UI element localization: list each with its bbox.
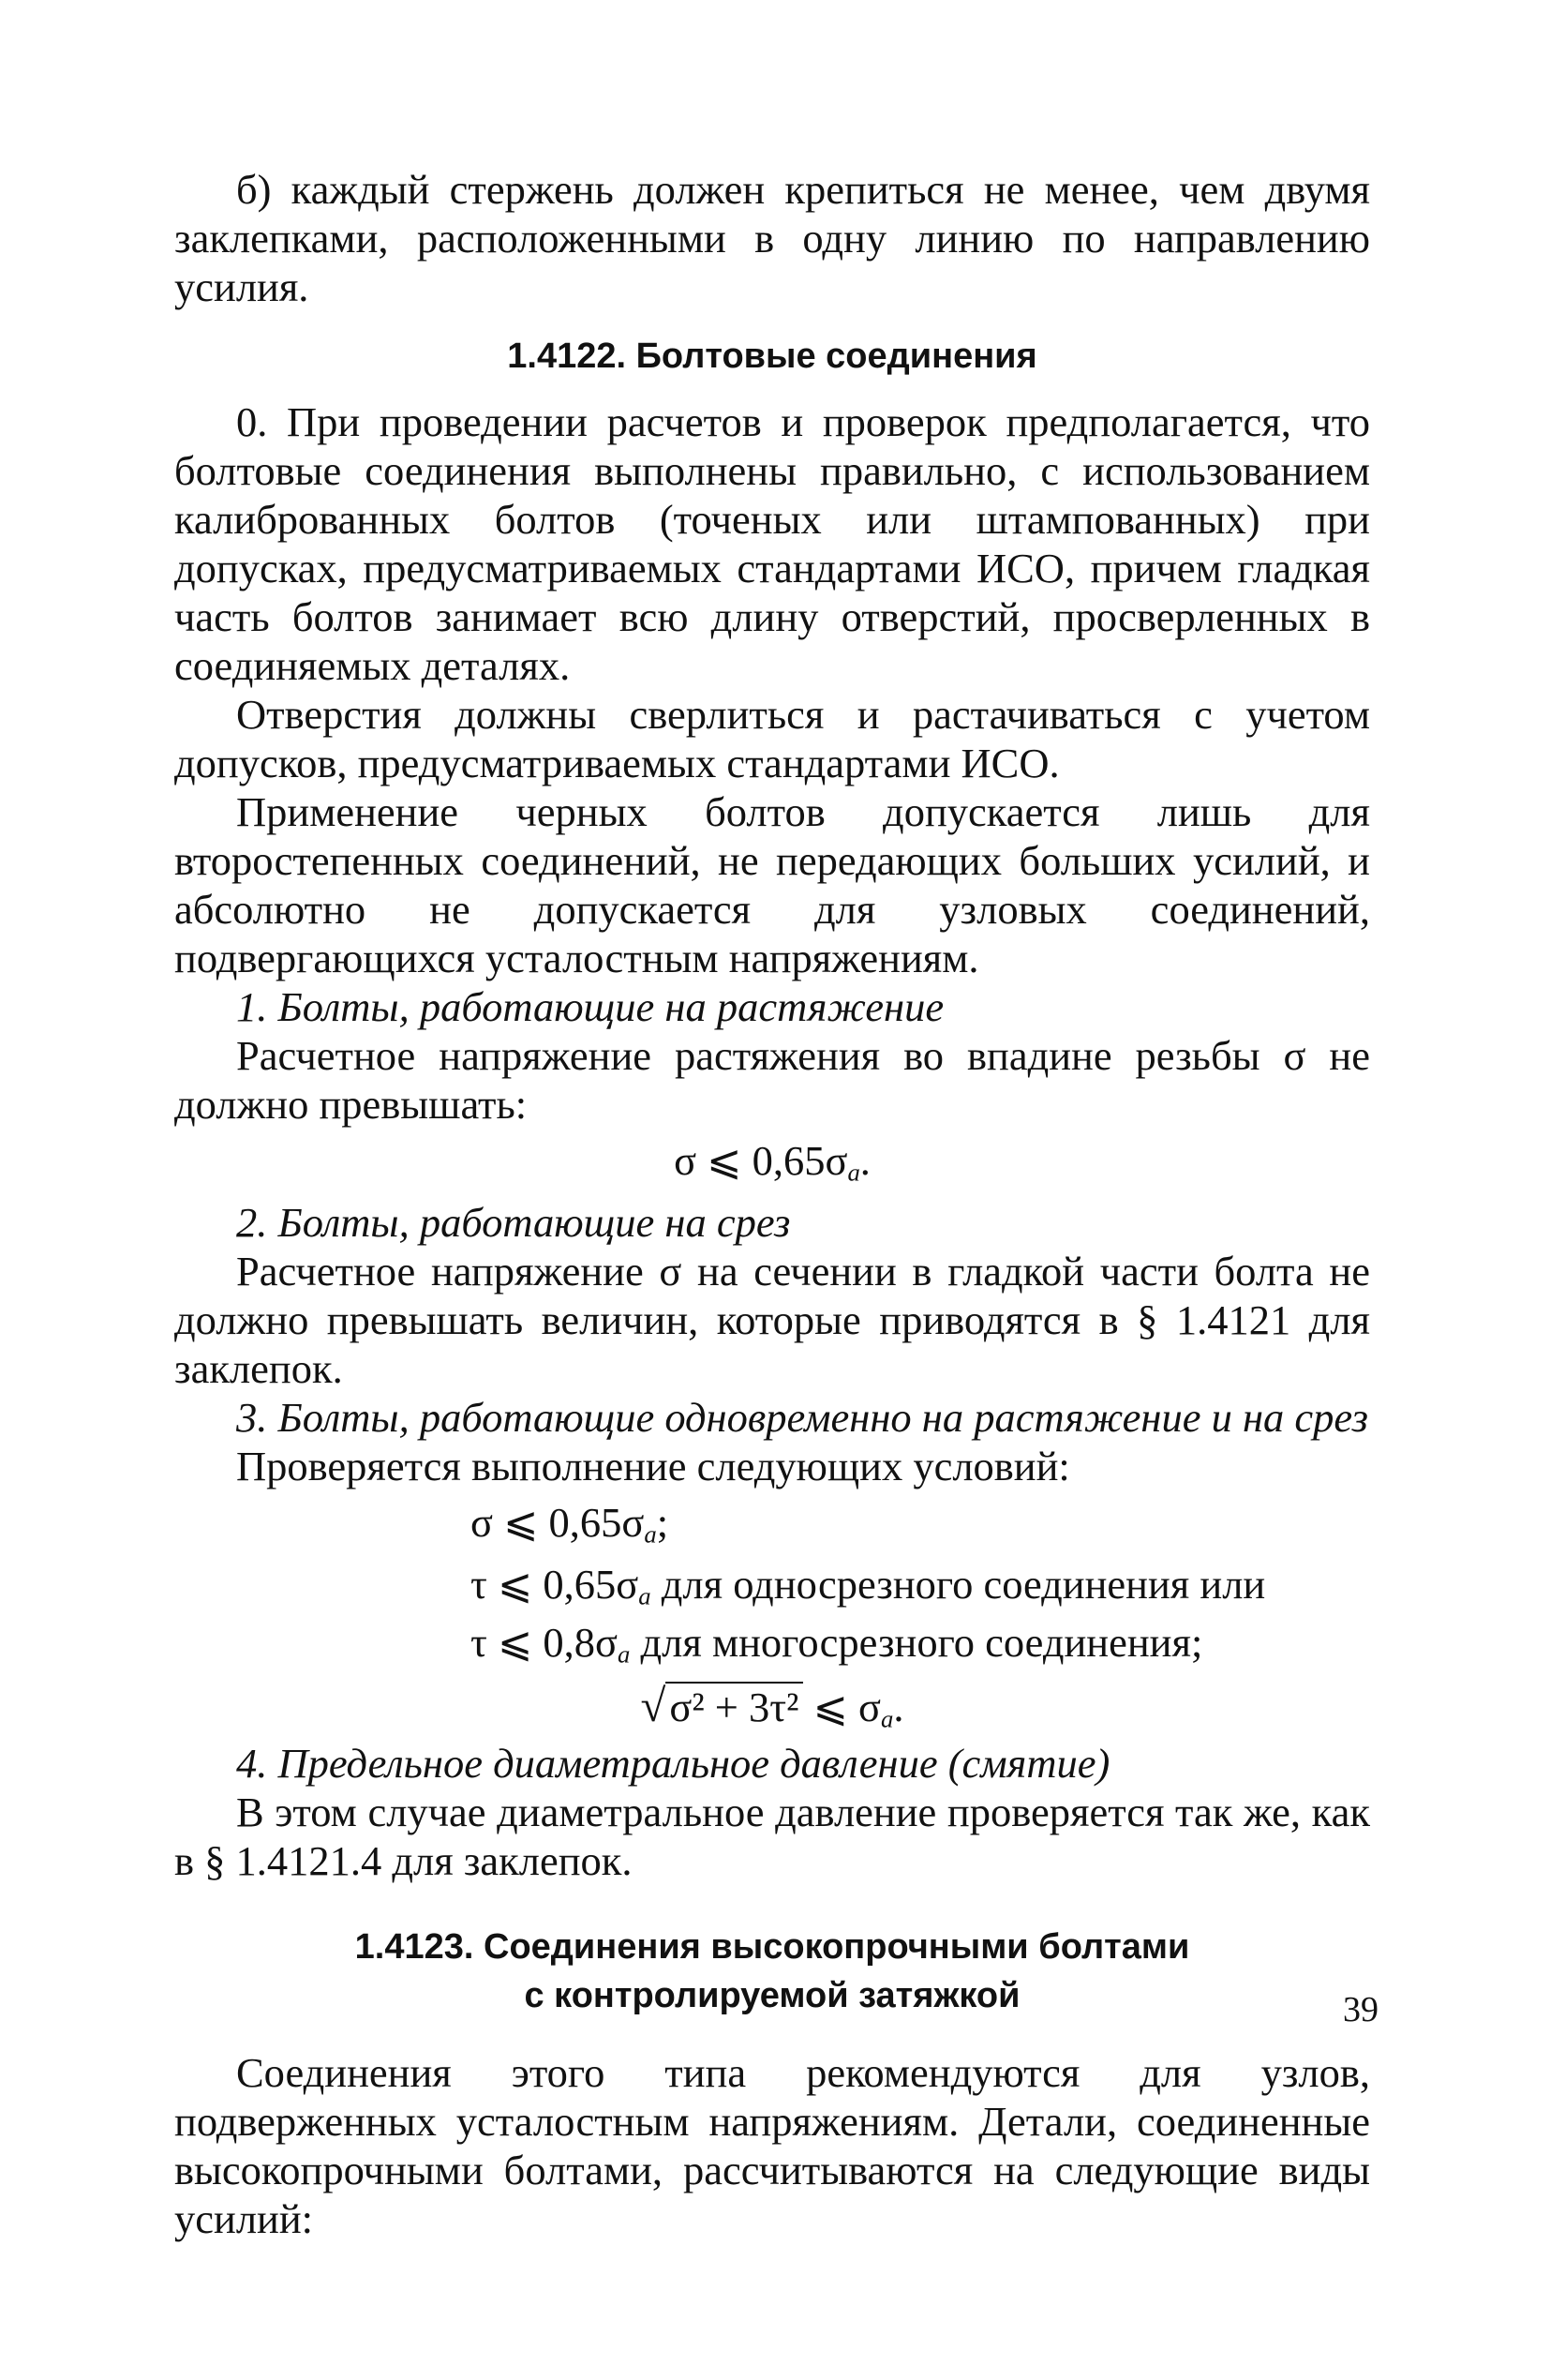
paragraph-bearing: В этом случае диаметральное давление проверяется так же, как в § 1.4121.4 для заклепок. [174,1789,1370,1884]
subheading-bearing: 4. Предельное диаметральное давление (смятие) [236,1740,1110,1787]
paragraph-b: б) каждый стержень должен крепиться не менее, чем двумя заклепками, расположенными в одну линию по направлению усилия. [174,166,1370,310]
section-heading-1-4123-line1: 1.4123. Соединения высокопрочными болтами [354,1927,1190,1967]
square-root: √σ² + 3τ² [640,1682,802,1731]
paragraph-shear: Расчетное напряжение σ на сечении в гладкой части болта не должно превышать величин, которые приводятся в § 1.4121 для заклепок. [174,1248,1370,1392]
condition-combined-sqrt: √σ² + 3τ² ⩽ $\sigma_a$. [640,1680,904,1733]
paragraph-holes: Отверстия должны сверлиться и растачиваться с учетом допусков, предусматриваемых стандартами ИСО. [174,691,1370,786]
paragraph-black-bolts: Применение черных болтов допускается лишь для второстепенных соединений, не передающих больших усилий, и абсолютно не допускается для узловых соединений, подвергающихся усталостным напряжениям. [174,788,1370,981]
section-heading-1-4123-line2: с контролируемой затяжкой [524,1976,1021,2015]
formula-tension: σ ⩽ $0,65\sigma_a$. [674,1137,871,1187]
subheading-combined: 3. Болты, работающие одновременно на растяжение и на срез [236,1394,1368,1441]
subheading-tension: 1. Болты, работающие на растяжение [236,983,945,1030]
paragraph-high-strength: Соединения этого типа рекомендуются для узлов, подверженных усталостным напряжениям. Детали, соединенные высокопрочными болтами, рассчитываются на следующие виды усилий: [174,2049,1370,2242]
paragraph-tension: Расчетное напряжение растяжения во впадине резьбы σ не должно превышать: [174,1032,1370,1128]
condition-sigma: σ ⩽ $0,65\sigma_a$; [470,1499,669,1549]
paragraph-combined: Проверяется выполнение следующих условий: [236,1443,1070,1489]
page-body [174,165,1370,2243]
page-number: 39 [1343,1990,1379,2029]
condition-tau-multi-shear: τ ⩽ $0,8\sigma_a$ для многосрезного соединения; [470,1619,1203,1669]
section-heading-1-4122: 1.4122. Болтовые соединения [507,337,1037,376]
paragraph-0: 0. При проведении расчетов и проверок предполагается, что болтовые соединения выполнены правильно, с использованием калиброванных болтов (точеных или штампованных) при допусках, предусматриваемых стандартами ИСО, причем гладкая часть болтов занимает всю длину отверстий, просверленных в соединяемых деталях. [174,398,1370,689]
subheading-shear: 2. Болты, работающие на срез [236,1199,791,1246]
condition-tau-single-shear: τ ⩽ $0,65\sigma_a$ для односрезного соединения или [470,1561,1266,1610]
